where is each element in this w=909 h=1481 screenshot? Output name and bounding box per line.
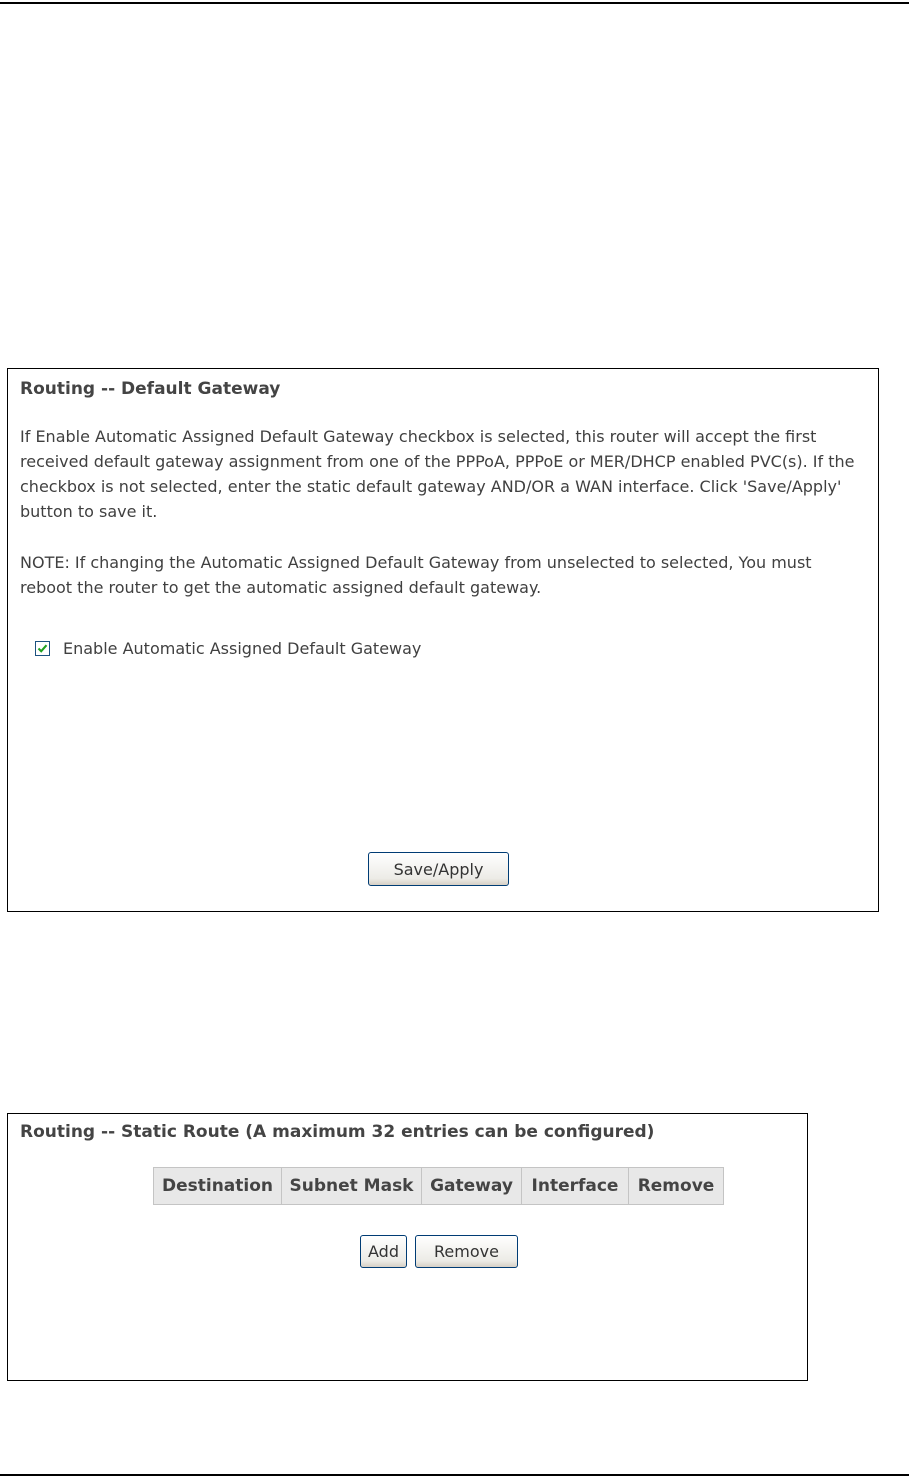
save-apply-button[interactable]: Save/Apply [368, 852, 509, 886]
column-header-subnet-mask: Subnet Mask [282, 1168, 422, 1205]
static-route-title: Routing -- Static Route (A maximum 32 entries can be configured) [20, 1122, 655, 1142]
static-route-table [153, 1167, 724, 1205]
default-gateway-note: NOTE: If changing the Automatic Assigned Default Gateway from unselected to selected, You must reboot the router to get the automatic assigned default gateway. [20, 553, 812, 597]
checkmark-icon [37, 643, 48, 654]
page-top-rule [0, 2, 909, 4]
auto-gateway-option[interactable] [35, 639, 421, 658]
column-header-interface: Interface [522, 1168, 629, 1205]
column-header-remove: Remove [629, 1168, 724, 1205]
auto-gateway-label: Enable Automatic Assigned Default Gateway [63, 639, 422, 658]
page-bottom-rule [0, 1474, 909, 1476]
table-header-row [154, 1168, 724, 1205]
column-header-destination: Destination [154, 1168, 282, 1205]
remove-route-button[interactable]: Remove [415, 1235, 518, 1268]
column-header-gateway: Gateway [422, 1168, 522, 1205]
static-route-panel [7, 1113, 808, 1381]
default-gateway-description: If Enable Automatic Assigned Default Gateway checkbox is selected, this router will accept the first received default gateway assignment from one of the PPPoA, PPPoE or MER/DHCP enabled PVC(s). If the checkbox is not selected, enter the static default gateway AND/OR a WAN interface. Click 'Save/Apply' button to save it. [20, 427, 855, 521]
add-route-button[interactable]: Add [360, 1235, 407, 1268]
auto-gateway-checkbox[interactable] [35, 641, 50, 656]
default-gateway-panel [7, 368, 879, 912]
default-gateway-title: Routing -- Default Gateway [20, 379, 281, 399]
